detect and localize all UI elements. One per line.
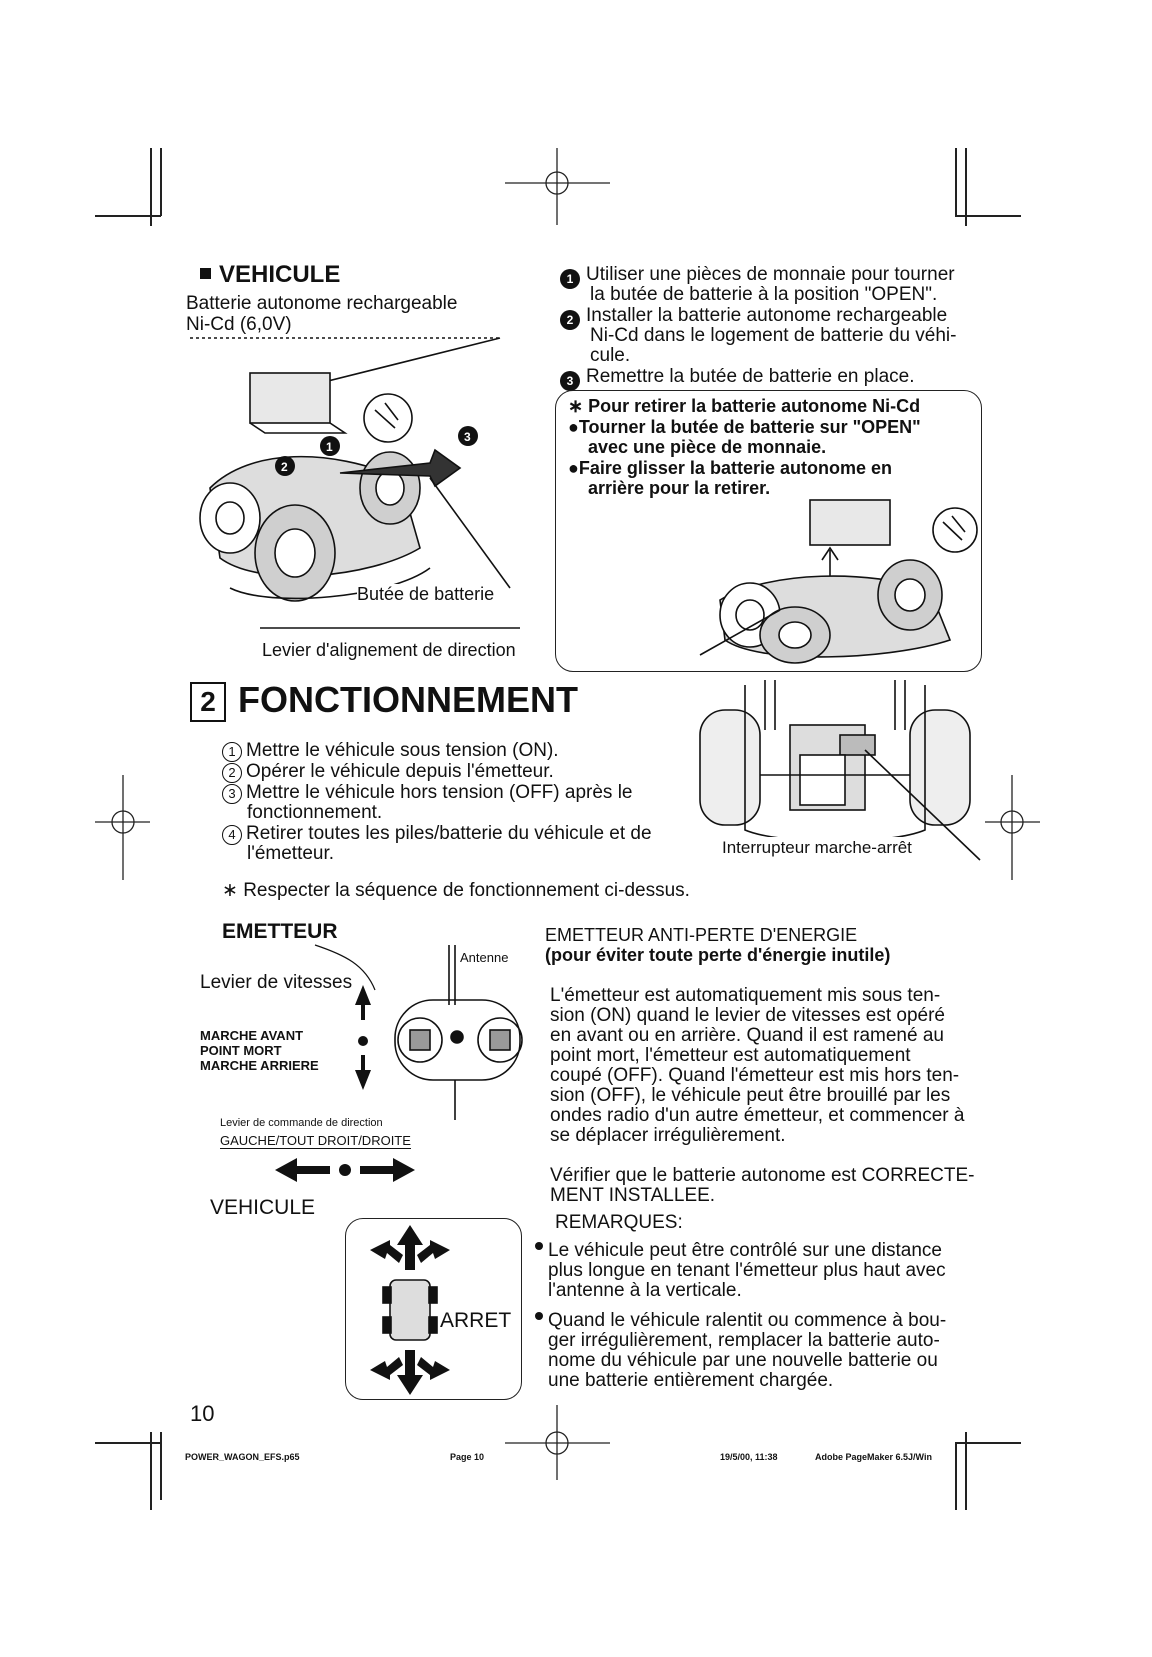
reverse-label: MARCHE ARRIERE [200, 1058, 319, 1073]
remark-1-cont: l'antenne à la verticale. [548, 1280, 742, 1301]
steering-arrows-icon [275, 1155, 415, 1185]
step-number: 1 [222, 742, 242, 762]
stop-label: ARRET [440, 1309, 512, 1332]
antenna-label: Antenne [460, 950, 509, 965]
step-number: 3 [560, 371, 580, 391]
remark-1-cont: plus longue en tenant l'émetteur plus haut avec [548, 1260, 946, 1281]
remarques-heading: REMARQUES: [555, 1212, 683, 1233]
paragraph-line: se déplacer irrégulièrement. [550, 1125, 786, 1146]
remark-2-cont: une batterie entièrement chargée. [548, 1370, 834, 1391]
paragraph-line: sion (OFF), le véhicule peut être brouillé par les [550, 1085, 951, 1106]
remark-2: Quand le véhicule ralentit ou commence à bou- [535, 1310, 946, 1331]
bullet-icon [535, 1312, 543, 1320]
verify-line: Vérifier que le batterie autonome est CORRECTE- [550, 1165, 975, 1186]
operation-step-4-cont: l'émetteur. [247, 843, 335, 864]
battery-step-1: 1 Utiliser une pièces de monnaie pour tourner [560, 264, 955, 289]
vehicule-controls-heading: VEHICULE [210, 1196, 316, 1219]
bullet-icon [535, 1242, 543, 1250]
anti-perte-heading: EMETTEUR ANTI-PERTE D'ENERGIE [545, 925, 858, 945]
operation-step-3-cont: fonctionnement. [247, 802, 383, 823]
anti-perte-subheading: (pour éviter toute perte d'énergie inutile) [545, 945, 891, 965]
remark-1: Le véhicule peut être contrôlé sur une distance [535, 1240, 942, 1261]
step-number: 2 [222, 763, 242, 783]
battery-step-1-cont: la butée de batterie à la position "OPEN". [590, 284, 938, 305]
removal-title: ∗ Pour retirer la batterie autonome Ni-Cd [568, 396, 921, 416]
remark-2-cont: ger irrégulièrement, remplacer la batterie auto- [548, 1330, 940, 1351]
battery-removal-illustration [700, 490, 1000, 665]
operation-step-4: 4 Retirer toutes les piles/batterie du véhicule et de [222, 823, 652, 845]
step-number: 4 [222, 825, 242, 845]
verify-line: MENT INSTALLEE. [550, 1185, 716, 1206]
footer-file: POWER_WAGON_EFS.p65 [185, 1452, 300, 1462]
neutral-label: POINT MORT [200, 1043, 282, 1058]
footer-app: Adobe PageMaker 6.5J/Win [815, 1452, 932, 1462]
emetteur-heading: EMETTEUR [222, 920, 338, 943]
paragraph-line: en avant ou en arrière. Quand il est ramené au [550, 1025, 944, 1046]
power-switch-illustration [690, 680, 980, 855]
removal-line: arrière pour la retirer. [588, 478, 771, 498]
paragraph-line: ondes radio d'un autre émetteur, et commencer à [550, 1105, 965, 1126]
paragraph-line: point mort, l'émetteur est automatiquement [550, 1045, 911, 1066]
paragraph-line: L'émetteur est automatiquement mis sous ten- [550, 985, 941, 1006]
operation-step-1: 1 Mettre le véhicule sous tension (ON). [222, 740, 559, 762]
step-number: 2 [560, 310, 580, 330]
svg-text:2: 2 [281, 460, 288, 474]
removal-line: ●Faire glisser la batterie autonome en [568, 458, 892, 478]
steering-lever-label: Levier de commande de direction [220, 1117, 383, 1129]
steering-directions-label: GAUCHE/TOUT DROIT/DROITE [220, 1133, 411, 1148]
svg-text:3: 3 [464, 430, 471, 444]
operation-step-3: 3 Mettre le véhicule hors tension (OFF) après le [222, 782, 633, 804]
fonctionnement-heading: FONCTIONNEMENT [238, 679, 578, 720]
removal-line: ●Tourner la butée de batterie sur "OPEN" [568, 417, 921, 437]
sequence-note: ∗ Respecter la séquence de fonctionnement ci-dessus. [222, 880, 690, 901]
bullet-square-icon [200, 268, 211, 279]
paragraph-line: sion (ON) quand le levier de vitesses est opéré [550, 1005, 945, 1026]
vehicule-heading: VEHICULE [200, 262, 340, 288]
forward-label: MARCHE AVANT [200, 1028, 304, 1043]
section-number-box: 2 [190, 682, 226, 722]
battery-label-voltage: Ni-Cd (6,0V) [186, 314, 292, 335]
steering-lever-callout: Levier d'alignement de direction [262, 640, 516, 660]
battery-stop-callout: Butée de batterie [357, 584, 495, 604]
remark-2-cont: nome du véhicule par une nouvelle batterie ou [548, 1350, 938, 1371]
step-number: 3 [222, 784, 242, 804]
footer-page: Page 10 [450, 1452, 485, 1462]
power-switch-label: Interrupteur marche-arrêt [722, 838, 912, 857]
paragraph-line: coupé (OFF). Quand l'émetteur est mis hors ten- [550, 1065, 960, 1086]
battery-step-2-cont2: cule. [590, 345, 631, 366]
battery-label: Batterie autonome rechargeable [186, 293, 458, 314]
footer-date: 19/5/00, 11:38 [720, 1452, 778, 1462]
battery-step-2-cont: Ni-Cd dans le logement de batterie du véhi- [590, 325, 957, 346]
step-number: 1 [560, 269, 580, 289]
battery-step-2: 2 Installer la batterie autonome rechargeable [560, 305, 947, 330]
svg-text:1: 1 [326, 440, 333, 454]
page-number: 10 [190, 1401, 215, 1426]
operation-step-2: 2 Opérer le véhicule depuis l'émetteur. [222, 761, 554, 783]
transmitter-illustration [345, 945, 525, 1115]
battery-step-3: 3 Remettre la butée de batterie en place. [560, 366, 914, 391]
gear-lever-label: Levier de vitesses [200, 972, 353, 993]
removal-line: avec une pièce de monnaie. [588, 437, 827, 457]
